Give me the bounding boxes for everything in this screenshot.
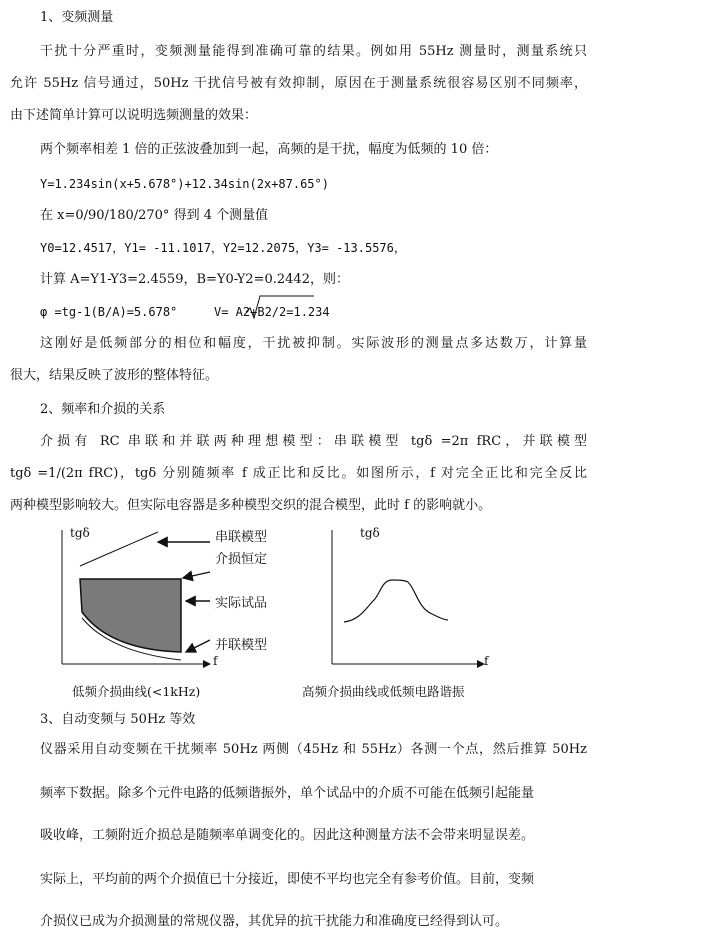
sqrt-sign-icon [244, 294, 324, 320]
equation-values: Y0=12.4517，Y1= -11.1017，Y2=12.2075，Y3= -13.5576， [40, 241, 406, 255]
section-1-heading: 1、变频测量 [40, 10, 114, 25]
label-actual-sample: 实际试品 [215, 596, 268, 611]
actual-sample-region [80, 579, 181, 652]
section-1-paragraph-line: 由下述简单计算可以说明选频测量的效果： [10, 108, 258, 123]
section-1-paragraph-line: 干扰十分严重时，变频测量能得到准确可靠的结果。例如用 55Hz 测量时，测量系统只 [40, 44, 587, 59]
equation-phase: φ =tg-1(B/A)=5.678° [40, 305, 178, 319]
section-1-conclusion-line: 很大，结果反映了波形的整体特征。 [10, 368, 219, 383]
section-2-heading: 2、频率和介损的关系 [40, 402, 166, 417]
section-3-line: 仪器采用自动变频在干扰频率 50Hz 两侧（45Hz 和 55Hz）各测一个点，然后推算 50Hz [40, 742, 587, 757]
resonance-curve [344, 580, 448, 622]
fig2-x-axis-label: f [484, 654, 489, 668]
section-2-paragraph-line: 介损有 RC 串联和并联两种理想模型：串联模型 tgδ =2π fRC，并联模型 [40, 434, 587, 449]
equation-ab: 计算 A=Y1-Y3=2.4559，B=Y0-Y2=0.2442，则： [40, 272, 349, 287]
equation-waveform: Y=1.234sin(x+5.678°)+12.34sin(2x+87.65°) [40, 177, 329, 191]
arrow-parallel [186, 640, 210, 652]
fig1-x-axis-label: f [213, 654, 218, 668]
series-model-line [80, 532, 158, 566]
section-1-conclusion-line: 这刚好是低频部分的相位和幅度，干扰被抑制。实际波形的测量点多达数万，计算量 [40, 336, 587, 351]
fig1-caption: 低频介损曲线(<1kHz) [72, 684, 201, 699]
section-3-line: 实际上，平均前的两个介损值已十分接近，即使不平均也完全有参考价值。目前，变频 [40, 872, 535, 887]
label-series-model: 串联模型 [215, 530, 268, 545]
label-parallel-model: 并联模型 [215, 638, 268, 653]
section-3-heading: 3、自动变频与 50Hz 等效 [40, 712, 196, 727]
high-frequency-loss-diagram [322, 524, 502, 674]
arrow-const [183, 572, 210, 578]
fig2-y-axis-label: tgδ [360, 526, 380, 540]
section-3-line: 频率下数据。除多个元件电路的低频谐振外，单个试品中的介质不可能在低频引起能量 [40, 786, 535, 801]
section-3-line: 吸收峰，工频附近介损总是随频率单调变化的。因此这种测量方法不会带来明显误差。 [40, 828, 535, 843]
fig2-caption: 高频介损曲线或低频电路谐振 [302, 684, 465, 699]
fig1-y-axis-label: tgδ [70, 526, 90, 540]
section-2-paragraph-line: 两种模型影响较大。但实际电容器是多种模型交织的混合模型，此时 f 的影响就小。 [10, 498, 492, 513]
section-1-paragraph-line: 允许 55Hz 信号通过，50Hz 干扰信号被有效抑制，原因在于测量系统很容易区别不同频率， [10, 76, 587, 91]
label-constant-loss: 介损恒定 [215, 552, 268, 567]
section-2-paragraph-line: tgδ =1/(2π fRC)，tgδ 分别随频率 f 成正比和反比。如图所示，f 对完全正比和完全反比 [10, 466, 587, 481]
section-3-line: 介损仪已成为介损测量的常规仪器，其优异的抗干扰能力和准确度已经得到认可。 [40, 914, 509, 929]
measure-points-text: 在 x=0/90/180/270° 得到 4 个测量值 [40, 208, 269, 223]
equation-amplitude: V= A2+B2/2=1.234 [214, 305, 330, 319]
section-1-intro: 两个频率相差 1 倍的正弦波叠加到一起，高频的是干扰，幅度为低频的 10 倍： [40, 142, 498, 157]
